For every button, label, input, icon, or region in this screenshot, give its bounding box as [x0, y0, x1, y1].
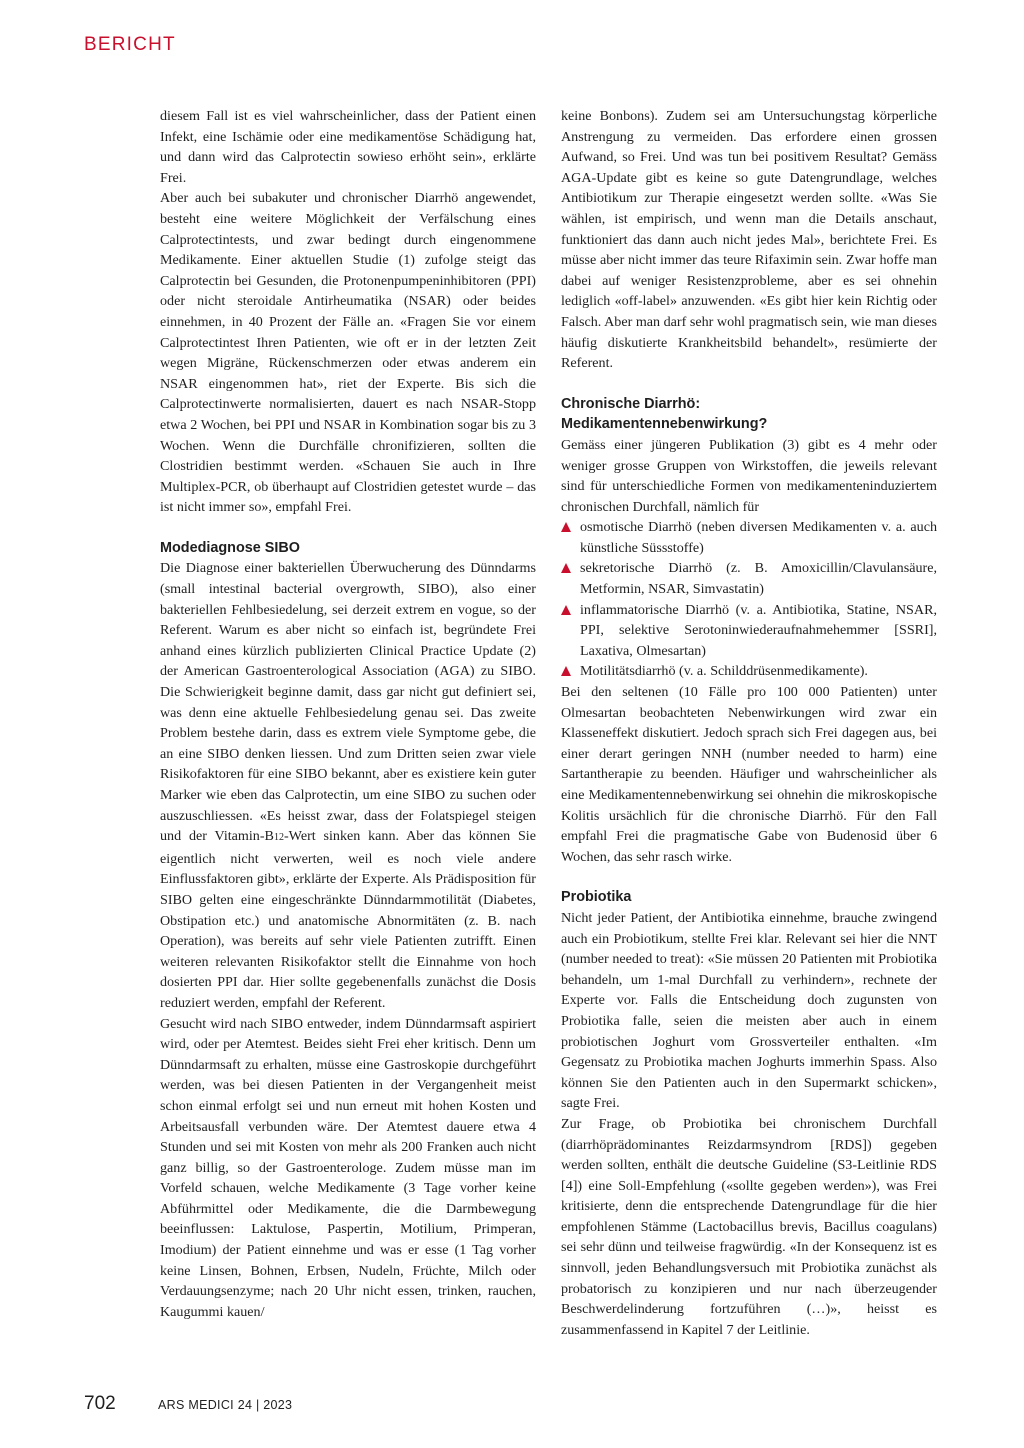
paragraph: Bei den seltenen (10 Fälle pro 100 000 Patienten) unter Olmesartan beobachteten Nebenwirkungen wird zwar ein Klasseneffekt diskutiert. Jedoch sprach sich Frei dagegen aus, bei einer derart geringen NNH (number needed to harm) eine Sartantherapie zu beenden. Häufiger und wahrscheinlicher als eine Medikamentennebenwirkung sei ohnehin die mikroskopische Kolitis ursächlich für die chronische Diarrhö. Für den Fall empfahl Frei die pragmatische Gabe von Budenosid über 6 Wochen, das sehr rasch wirke. [561, 684, 937, 865]
subheading-line: Chronische Diarrhö: [561, 395, 701, 412]
page-number: 702 [84, 1393, 116, 1414]
drug-group-list [561, 517, 937, 682]
subheading-chronische-diarrhoe [561, 394, 937, 435]
list-item-text: inflammatorische Diarrhö (v. a. Antibiotika, Statine, NSAR, PPI, selektive Serotoninwiederaufnahmehemmer [SSRI], Laxativa, Olmesartan) [580, 601, 937, 659]
paragraph: keine Bonbons). Zudem sei am Untersuchungstag körperliche Anstrengung zu vermeiden. Das erfordere einen grossen Aufwand, so Frei. Und was tun bei positivem Resultat? Gemäss AGA-Update gibt es keine so gute Datengrundlage, welches Antibiotikum zur Therapie eingesetzt werden sollte. «Was Sie wählen, ist empirisch, und wenn man die Details anschaut, funktioniert das dann auch nicht jedes Mal», berichtete Frei. Es müsse aber nicht immer das teure Rifaximin sein. Zwar hoffe man dabei auf weniger Resistenzprobleme, aber es sei ohnehin lediglich «off-label» anzuwenden. «Es gibt hier kein Richtig oder Falsch. Aber man darf sehr wohl pragmatisch sein, wie man dieses häufig diskutierte Krankheitsbild behandelt», resümierte der Referent. [561, 108, 937, 372]
list-item-text: sekretorische Diarrhö (z. B. Amoxicillin/Clavulansäure, Metformin, NSAR, Simvastatin) [580, 560, 937, 598]
paragraph: Gesucht wird nach SIBO entweder, indem Dünndarmsaft aspiriert wird, oder per Atemtest. Beides sieht Frei eher kritisch. Denn um Dünndarmsaft zu erhalten, müsse eine Gastroskopie durchgeführt werden, was bei diesen Patienten in der Vergangenheit meist schon einmal erfolgt sei und nun erneut mit hohen Kosten und Arbeitsausfall verbunden wäre. Der Atemtest dauere etwa 4 Stunden und sei mit Kosten von mehr als 200 Franken auch nicht ganz billig, so der Gastroenterologe. Zudem müsse man im Vorfeld schauen, welche Medikamente (3 Tage vorher keine Abführmittel oder Medikamente, die die Darmbewegung beeinflussen: Laktulose, Paspertin, Motilium, Primperan, Imodium) der Patient einnehme und was er esse (1 Tag vorher keine Linsen, Bohnen, Erbsen, Nudeln, Früchte, Milch oder Verdauungsenzyme; nach 20 Uhr nicht essen, trinken, rauchen, Kaugummi kauen/ [160, 1015, 536, 1320]
paragraph [160, 558, 536, 1013]
right-column [561, 106, 937, 1340]
subheading-probiotika: Probiotika [561, 889, 632, 906]
list-item [561, 558, 937, 599]
list-item [561, 661, 937, 682]
triangle-bullet-icon [561, 522, 571, 532]
text-segment: -Wert sinken kann. Aber das können Sie eigentlich nicht verwerten, weil es noch viele andere Einflussfaktoren gibt», erklärte der Experte. Als Prädisposition für SIBO gelten eine eingeschränkte Dünndarmmotilität (Diabetes, Obstipation etc.) und anatomische Abnormitäten (z. B. nach Operation), was bereits auf sehr viele Patienten zutrifft. Einen weiteren relevanten Risikofaktor stellt die Einnahme von hoch dosierten PPI dar. Hier sollte gegebenenfalls zunächst die Dosis reduziert werden, empfahl der Referent. [160, 828, 536, 1011]
list-item-text: Motilitätsdiarrhö (v. a. Schilddrüsenmedikamente). [580, 663, 868, 680]
list-item [561, 517, 937, 558]
subheading-line: Medikamentennebenwirkung? [561, 416, 768, 433]
subscript-12: 12 [273, 832, 284, 844]
paragraph: Aber auch bei subakuter und chronischer Diarrhö angewendet, besteht eine weitere Möglichkeit der Verfälschung eines Calprotectintests, und zwar bedingt durch eingenommene Medikamente. Einer aktuellen Studie (1) zufolge steigt das Calprotectin bei Gesunden, die Protonenpumpeninhibitoren (PPI) oder nicht steroidale Antirheumatika (NSAR) oder beides einnehmen, in 40 Prozent der Fälle an. «Fragen Sie vor einem Calprotectintest Ihren Patienten, wie oft er in der letzten Zeit wegen Migräne, Rückenschmerzen oder etwas anderem ein NSAR eingenommen hat», riet der Experte. Bis sich die Calprotectinwerte normalisierten, dauert es nach NSAR-Stopp etwa 2 Wochen, bei PPI und NSAR in Kombination sogar bis zu 3 Wochen. Wenn die Durchfälle chronifizieren, sollten die Clostridien bestimmt werden. «Schauen Sie auch in Ihre Multiplex-PCR, ob überhaupt auf Clostridien getestet wurde – das ist nicht immer so», empfahl Frei. [160, 190, 536, 516]
list-item [561, 600, 937, 662]
journal-issue: ARS MEDICI 24 | 2023 [158, 1398, 293, 1412]
paragraph: Zur Frage, ob Probiotika bei chronischem Durchfall (diarrhöprädominantes Reizdarmsyndrom [RDS]) gegeben werden sollten, enthält die deutsche Guideline (S3-Leitlinie RDS [4]) eine Soll-Empfehlung («sollte gegeben werden»), was Frei kritisierte, denn die entsprechende Datengrundlage für die hier empfohlenen Stämme (Lactobacillus brevis, Bacillus coagulans) sei sehr dünn und teilweise fragwürdig. «In der Konsequenz ist es sinnvoll, jeden Behandlungsversuch mit Probiotika zunächst als probatorisch zu konzipieren und nur nach überzeugender Beschwerdelinderung fortzuführen (…)», heisst es zusammenfassend in Kapitel 7 der Leitlinie. [561, 1115, 937, 1338]
section-label: BERICHT [84, 34, 176, 55]
left-column [160, 106, 536, 1322]
paragraph: Gemäss einer jüngeren Publikation (3) gibt es 4 mehr oder weniger grosse Gruppen von Wirkstoffen, die jeweils relevant sind für unterschiedliche Formen von medikamenteninduziertem chronischen Durchfall, nämlich für [561, 436, 937, 515]
list-item-text: osmotische Diarrhö (neben diversen Medikamenten v. a. auch künstliche Süssstoffe) [580, 519, 937, 556]
triangle-bullet-icon [561, 605, 571, 615]
triangle-bullet-icon [561, 666, 571, 676]
triangle-bullet-icon [561, 563, 571, 573]
paragraph: Nicht jeder Patient, der Antibiotika einnehme, brauche zwingend auch ein Probiotikum, stellte Frei klar. Relevant sei hier die NNT (number needed to treat): «Sie müssen 20 Patienten mit Probiotika behandeln, um 1-mal Durchfall zu verhindern», rechnete der Experte vor. Falls die Entscheidung doch zugunsten von Probiotika falle, seien die meisten aber auch in einem probiotischen Joghurt vom Grossverteiler enthalten. «Im Gegensatz zu Probiotika machen Joghurts immerhin Spass. Also können Sie den Patienten auch in den Supermarkt schicken», sagte Frei. [561, 909, 937, 1112]
text-segment: Die Diagnose einer bakteriellen Überwucherung des Dünndarms (small intestinal bacterial overgrowth, SIBO), also einer bakteriellen Fehlbesiedelung, sei derzeit extrem en vogue, so der Referent. Warum es aber nicht so einfach ist, begründete Frei anhand eines kürzlich publizierten Clinical Practice Update (2) der American Gastroenterological Association (AGA) zu SIBO. Die Schwierigkeit beginne damit, dass gar nicht gut definiert sei, was denn eine aktuelle Fehlbesiedelung genau sei. Das zweite Problem bestehe darin, dass es extrem viele Symptome gebe, die an eine SIBO denken liessen. Und zum Dritten seien zwar viele Risikofaktoren für eine SIBO bekannt, aber es existiere kein guter Marker wie eben das Calprotectin, um eine SIBO zu suchen oder auszuschliessen. «Es heisst zwar, dass der Folatspiegel steigen und der Vitamin-B [160, 560, 536, 845]
paragraph: diesem Fall ist es viel wahrscheinlicher, dass der Patient einen Infekt, eine Ischämie oder eine medikamentöse Schädigung hat, und dann wird das Calprotectin sowieso erhöht sein», erklärte Frei. [160, 108, 536, 186]
subheading-modediagnose-sibo: Modediagnose SIBO [160, 539, 300, 556]
page-footer [84, 1393, 293, 1415]
